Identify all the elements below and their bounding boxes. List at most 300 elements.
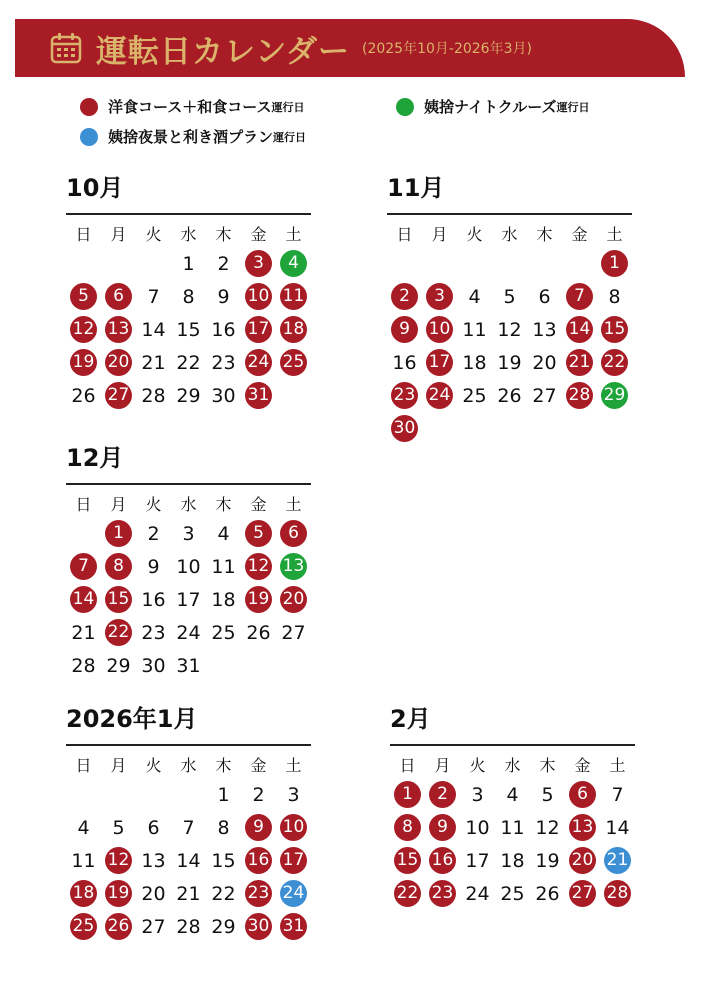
day-cell	[101, 517, 136, 550]
day-course-operation: 13	[105, 316, 132, 343]
weekday-label: 金	[574, 756, 591, 775]
day-number: 18	[211, 588, 236, 611]
day-cell	[136, 811, 171, 844]
empty-cell	[171, 778, 206, 811]
day-number: 14	[605, 816, 630, 839]
day-course-operation: 20	[280, 586, 307, 613]
day-cell	[241, 616, 276, 649]
day-course-operation: 23	[391, 382, 418, 409]
day-number: 11	[462, 318, 487, 341]
day-cell	[101, 877, 136, 910]
month-title: 12月	[66, 444, 124, 472]
day-number: 11	[211, 555, 236, 578]
day-cell	[597, 280, 632, 313]
day-night-view-sake-operation: 21	[604, 847, 631, 874]
month-title: 2月	[390, 705, 431, 733]
day-number: 13	[141, 849, 166, 872]
day-course-operation: 30	[391, 415, 418, 442]
day-cell	[276, 616, 311, 649]
day-cell	[276, 877, 311, 910]
day-cell	[425, 844, 460, 877]
day-course-operation: 8	[394, 814, 421, 841]
day-cell	[390, 778, 425, 811]
day-number: 17	[176, 588, 201, 611]
day-cell	[527, 313, 562, 346]
month-february	[390, 704, 635, 910]
day-number: 2	[252, 783, 265, 806]
day-course-operation: 26	[105, 913, 132, 940]
day-cell	[425, 811, 460, 844]
day-cell	[492, 313, 527, 346]
day-course-operation: 11	[280, 283, 307, 310]
day-cell	[171, 313, 206, 346]
day-number: 22	[176, 351, 201, 374]
weekday-label: 土	[606, 225, 623, 244]
day-number: 30	[211, 384, 236, 407]
day-cell	[565, 778, 600, 811]
day-course-operation: 30	[245, 913, 272, 940]
weekday-label: 日	[75, 225, 92, 244]
day-cell	[136, 583, 171, 616]
day-course-operation: 6	[105, 283, 132, 310]
day-course-operation: 27	[569, 880, 596, 907]
month-title: 11月	[387, 174, 445, 202]
day-number: 25	[500, 882, 525, 905]
empty-cell	[562, 247, 597, 280]
day-course-operation: 24	[245, 349, 272, 376]
day-number: 27	[281, 621, 306, 644]
day-cell	[66, 649, 101, 682]
day-number: 19	[497, 351, 522, 374]
day-number: 24	[176, 621, 201, 644]
day-number: 16	[211, 318, 236, 341]
day-number: 2	[217, 252, 230, 275]
day-cell	[530, 811, 565, 844]
day-cell	[101, 616, 136, 649]
day-course-operation: 10	[280, 814, 307, 841]
day-cell	[492, 280, 527, 313]
day-cell	[495, 811, 530, 844]
weekday-label: 水	[180, 225, 197, 244]
day-course-operation: 17	[426, 349, 453, 376]
day-cell	[241, 517, 276, 550]
day-cell	[206, 844, 241, 877]
day-course-operation: 14	[70, 586, 97, 613]
day-number: 11	[500, 816, 525, 839]
day-cell	[136, 379, 171, 412]
day-cell	[527, 379, 562, 412]
day-cell	[101, 910, 136, 943]
day-cell	[136, 313, 171, 346]
day-cell	[66, 379, 101, 412]
day-cell	[276, 811, 311, 844]
weekday-label: 火	[145, 495, 162, 514]
day-number: 1	[182, 252, 195, 275]
calendar-grid	[390, 754, 635, 910]
day-cell	[66, 346, 101, 379]
day-course-operation: 1	[394, 781, 421, 808]
day-course-operation: 15	[601, 316, 628, 343]
day-cell	[171, 517, 206, 550]
day-course-operation: 5	[70, 283, 97, 310]
day-cell	[101, 649, 136, 682]
weekday-label: 木	[215, 225, 232, 244]
day-course-operation: 20	[105, 349, 132, 376]
page-title: 運転日カレンダー	[96, 33, 350, 70]
day-number: 13	[532, 318, 557, 341]
day-night-view-sake-operation: 24	[280, 880, 307, 907]
day-cell	[206, 280, 241, 313]
empty-cell	[527, 247, 562, 280]
day-number: 6	[147, 816, 160, 839]
weekday-label: 火	[145, 225, 162, 244]
day-course-operation: 10	[426, 316, 453, 343]
day-course-operation: 23	[429, 880, 456, 907]
day-number: 3	[471, 783, 484, 806]
calendar-icon	[50, 32, 82, 64]
day-course-operation: 19	[70, 349, 97, 376]
legend-suffix: 運行日	[556, 100, 590, 114]
day-cell	[597, 313, 632, 346]
day-cell	[565, 811, 600, 844]
day-number: 19	[535, 849, 560, 872]
day-cell	[101, 844, 136, 877]
empty-cell	[136, 778, 171, 811]
day-cell	[276, 910, 311, 943]
day-cell	[241, 583, 276, 616]
day-number: 28	[71, 654, 96, 677]
day-number: 9	[147, 555, 160, 578]
day-cell	[101, 379, 136, 412]
day-number: 8	[182, 285, 195, 308]
blue-dot-icon	[80, 128, 98, 146]
empty-cell	[136, 247, 171, 280]
day-number: 4	[77, 816, 90, 839]
day-cell	[171, 649, 206, 682]
day-number: 29	[211, 915, 236, 938]
day-cell	[422, 280, 457, 313]
month-october	[66, 173, 311, 412]
day-cell	[171, 379, 206, 412]
day-course-operation: 10	[245, 283, 272, 310]
weekday-label: 木	[215, 756, 232, 775]
day-cell	[101, 550, 136, 583]
day-course-operation: 5	[245, 520, 272, 547]
day-cell	[597, 379, 632, 412]
day-cell	[171, 811, 206, 844]
day-course-operation: 12	[70, 316, 97, 343]
day-course-operation: 21	[566, 349, 593, 376]
red-dot-icon	[80, 98, 98, 116]
day-course-operation: 24	[426, 382, 453, 409]
day-cell	[597, 346, 632, 379]
day-cell	[66, 616, 101, 649]
day-course-operation: 16	[245, 847, 272, 874]
day-cell	[101, 583, 136, 616]
day-course-operation: 15	[105, 586, 132, 613]
empty-cell	[66, 247, 101, 280]
day-night-cruise-operation: 4	[280, 250, 307, 277]
day-night-cruise-operation: 13	[280, 553, 307, 580]
day-cell	[241, 550, 276, 583]
day-course-operation: 19	[245, 586, 272, 613]
day-cell	[276, 778, 311, 811]
day-number: 21	[71, 621, 96, 644]
weekday-label: 日	[396, 225, 413, 244]
day-course-operation: 27	[105, 382, 132, 409]
green-dot-icon	[396, 98, 414, 116]
day-number: 6	[538, 285, 551, 308]
day-number: 28	[176, 915, 201, 938]
day-course-operation: 23	[245, 880, 272, 907]
day-number: 3	[182, 522, 195, 545]
day-cell	[600, 844, 635, 877]
day-cell	[562, 313, 597, 346]
day-cell	[387, 346, 422, 379]
day-number: 26	[71, 384, 96, 407]
weekday-label: 月	[110, 225, 127, 244]
day-course-operation: 17	[245, 316, 272, 343]
day-cell	[562, 346, 597, 379]
day-cell	[562, 280, 597, 313]
day-number: 15	[211, 849, 236, 872]
day-course-operation: 9	[245, 814, 272, 841]
month-divider	[66, 744, 311, 746]
day-cell	[101, 811, 136, 844]
day-number: 9	[217, 285, 230, 308]
day-cell	[276, 313, 311, 346]
day-cell	[206, 811, 241, 844]
day-number: 10	[465, 816, 490, 839]
legend-item-night-view-sake	[80, 126, 306, 147]
weekday-label: 土	[285, 225, 302, 244]
weekday-label: 月	[110, 756, 127, 775]
day-cell	[387, 412, 422, 445]
calendar-grid	[66, 223, 311, 412]
day-cell	[206, 247, 241, 280]
day-cell	[136, 550, 171, 583]
day-cell	[206, 877, 241, 910]
day-number: 2	[147, 522, 160, 545]
day-cell	[136, 280, 171, 313]
day-number: 4	[217, 522, 230, 545]
day-cell	[457, 379, 492, 412]
calendar-grid	[387, 223, 632, 445]
weekday-label: 土	[285, 495, 302, 514]
day-number: 26	[497, 384, 522, 407]
day-course-operation: 15	[394, 847, 421, 874]
day-cell	[171, 280, 206, 313]
day-number: 11	[71, 849, 96, 872]
day-number: 25	[462, 384, 487, 407]
day-number: 18	[500, 849, 525, 872]
day-course-operation: 8	[105, 553, 132, 580]
day-cell	[565, 877, 600, 910]
day-number: 18	[462, 351, 487, 374]
day-number: 24	[465, 882, 490, 905]
day-cell	[562, 379, 597, 412]
day-cell	[527, 346, 562, 379]
day-cell	[206, 313, 241, 346]
legend-suffix: 運行日	[273, 130, 307, 144]
day-course-operation: 12	[245, 553, 272, 580]
weekday-label: 日	[75, 756, 92, 775]
month-divider	[66, 213, 311, 215]
empty-cell	[422, 247, 457, 280]
day-course-operation: 19	[105, 880, 132, 907]
day-cell	[136, 616, 171, 649]
day-cell	[530, 844, 565, 877]
day-course-operation: 31	[245, 382, 272, 409]
weekday-label: 水	[501, 225, 518, 244]
day-cell	[425, 778, 460, 811]
day-cell	[276, 550, 311, 583]
day-course-operation: 22	[105, 619, 132, 646]
day-cell	[171, 877, 206, 910]
day-course-operation: 17	[280, 847, 307, 874]
day-number: 5	[541, 783, 554, 806]
day-cell	[206, 583, 241, 616]
day-course-operation: 7	[70, 553, 97, 580]
day-cell	[597, 247, 632, 280]
day-number: 1	[217, 783, 230, 806]
day-course-operation: 18	[280, 316, 307, 343]
day-number: 22	[211, 882, 236, 905]
weekday-label: 火	[469, 756, 486, 775]
day-course-operation: 14	[566, 316, 593, 343]
weekday-label: 金	[250, 495, 267, 514]
weekday-label: 木	[539, 756, 556, 775]
day-number: 28	[141, 384, 166, 407]
day-number: 15	[176, 318, 201, 341]
legend-label: 姨捨夜景と利き酒プラン	[108, 128, 274, 146]
day-cell	[460, 844, 495, 877]
day-number: 30	[141, 654, 166, 677]
day-course-operation: 28	[604, 880, 631, 907]
day-number: 7	[147, 285, 160, 308]
day-cell	[390, 877, 425, 910]
empty-cell	[492, 247, 527, 280]
day-number: 31	[176, 654, 201, 677]
day-cell	[206, 616, 241, 649]
day-cell	[171, 247, 206, 280]
day-course-operation: 6	[569, 781, 596, 808]
empty-cell	[457, 247, 492, 280]
day-number: 26	[246, 621, 271, 644]
day-cell	[387, 379, 422, 412]
day-number: 14	[141, 318, 166, 341]
weekday-label: 土	[285, 756, 302, 775]
empty-cell	[101, 778, 136, 811]
day-cell	[390, 811, 425, 844]
day-cell	[492, 379, 527, 412]
day-cell	[136, 844, 171, 877]
legend-suffix: 運行日	[271, 100, 305, 114]
day-cell	[66, 811, 101, 844]
day-course-operation: 1	[601, 250, 628, 277]
weekday-label: 水	[180, 495, 197, 514]
day-course-operation: 9	[391, 316, 418, 343]
day-course-operation: 2	[429, 781, 456, 808]
legend-item-course	[80, 96, 305, 117]
legend-label: 姨捨ナイトクルーズ	[424, 98, 557, 116]
day-cell	[276, 346, 311, 379]
weekday-label: 日	[399, 756, 416, 775]
calendar-grid	[66, 493, 311, 682]
weekday-label: 月	[110, 495, 127, 514]
month-title: 10月	[66, 174, 124, 202]
weekday-label: 金	[250, 225, 267, 244]
day-number: 7	[611, 783, 624, 806]
day-cell	[457, 313, 492, 346]
legend-item-night-cruise	[396, 96, 589, 117]
day-cell	[136, 877, 171, 910]
day-cell	[206, 550, 241, 583]
day-cell	[136, 649, 171, 682]
day-cell	[460, 811, 495, 844]
day-cell	[136, 346, 171, 379]
weekday-label: 金	[250, 756, 267, 775]
day-cell	[422, 346, 457, 379]
weekday-label: 日	[75, 495, 92, 514]
day-number: 12	[497, 318, 522, 341]
day-cell	[241, 379, 276, 412]
weekday-label: 金	[571, 225, 588, 244]
day-cell	[241, 844, 276, 877]
day-course-operation: 25	[70, 913, 97, 940]
period-label: (2025年10月-2026年3月)	[361, 41, 532, 57]
day-cell	[527, 280, 562, 313]
day-night-cruise-operation: 29	[601, 382, 628, 409]
day-course-operation: 7	[566, 283, 593, 310]
day-number: 10	[176, 555, 201, 578]
day-cell	[66, 583, 101, 616]
day-cell	[171, 550, 206, 583]
day-course-operation: 3	[245, 250, 272, 277]
day-cell	[460, 778, 495, 811]
day-course-operation: 12	[105, 847, 132, 874]
month-divider	[66, 483, 311, 485]
day-cell	[171, 910, 206, 943]
weekday-label: 水	[180, 756, 197, 775]
day-course-operation: 2	[391, 283, 418, 310]
day-cell	[171, 844, 206, 877]
calendar-grid	[66, 754, 311, 943]
month-divider	[390, 744, 635, 746]
day-number: 29	[106, 654, 131, 677]
day-cell	[276, 844, 311, 877]
day-course-operation: 25	[280, 349, 307, 376]
day-cell	[101, 346, 136, 379]
day-cell	[66, 844, 101, 877]
day-course-operation: 18	[70, 880, 97, 907]
day-cell	[66, 313, 101, 346]
day-cell	[206, 346, 241, 379]
day-number: 5	[503, 285, 516, 308]
day-number: 16	[392, 351, 417, 374]
day-cell	[241, 280, 276, 313]
day-cell	[600, 811, 635, 844]
day-number: 21	[141, 351, 166, 374]
weekday-label: 水	[504, 756, 521, 775]
day-course-operation: 3	[426, 283, 453, 310]
day-cell	[565, 844, 600, 877]
day-cell	[171, 583, 206, 616]
weekday-label: 木	[536, 225, 553, 244]
month-november	[387, 173, 632, 445]
day-cell	[241, 811, 276, 844]
day-cell	[276, 583, 311, 616]
